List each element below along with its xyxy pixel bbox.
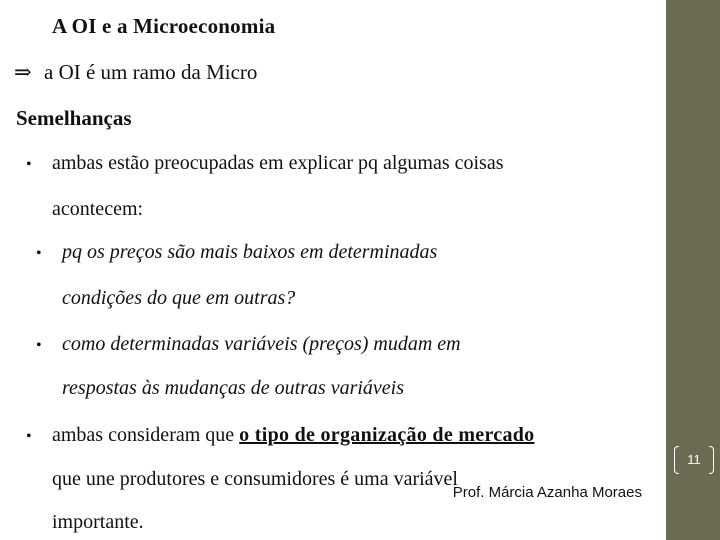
bracket-right-icon [709,446,714,474]
author-credit: Prof. Márcia Azanha Moraes [452,484,642,501]
slide-title: A OI e a Microeconomia [52,14,276,38]
section-heading: Semelhanças [16,106,132,130]
underlined-emphasis: o tipo de organização de mercado [239,424,535,446]
page-number-badge [674,446,714,474]
bracket-left-icon [674,446,679,474]
bullet-1-line-1: ambas estão preocupadas em explicar pq algumas coisas [52,152,504,174]
bullet-icon: • [36,245,42,262]
bullet-icon: • [26,156,32,173]
bullet-2-line-2: que une produtores e consumidores é uma variável [52,468,458,490]
bullet-2-text: ambas consideram que [52,424,240,446]
sub-bullet-1-line-2: condições do que em outras? [62,287,296,309]
bullet-2-line-1 [52,424,534,447]
bullet-icon: • [26,428,32,445]
sub-bullet-2-line-1: como determinadas variáveis (preços) mudam em [62,333,461,355]
sub-bullet-2-line-2: respostas às mudanças de outras variáveis [62,377,405,399]
bullet-2-line-3: importante. [52,511,144,533]
bullet-icon: • [36,337,42,354]
implies-arrow-icon: ⇒ [14,60,32,84]
implication-line [14,60,257,85]
sub-bullet-1-line-1: pq os preços são mais baixos em determinadas [62,241,438,263]
page-number: 11 [687,452,701,467]
bullet-1-line-2: acontecem: [52,198,144,220]
implication-text: a OI é um ramo da Micro [44,60,258,84]
